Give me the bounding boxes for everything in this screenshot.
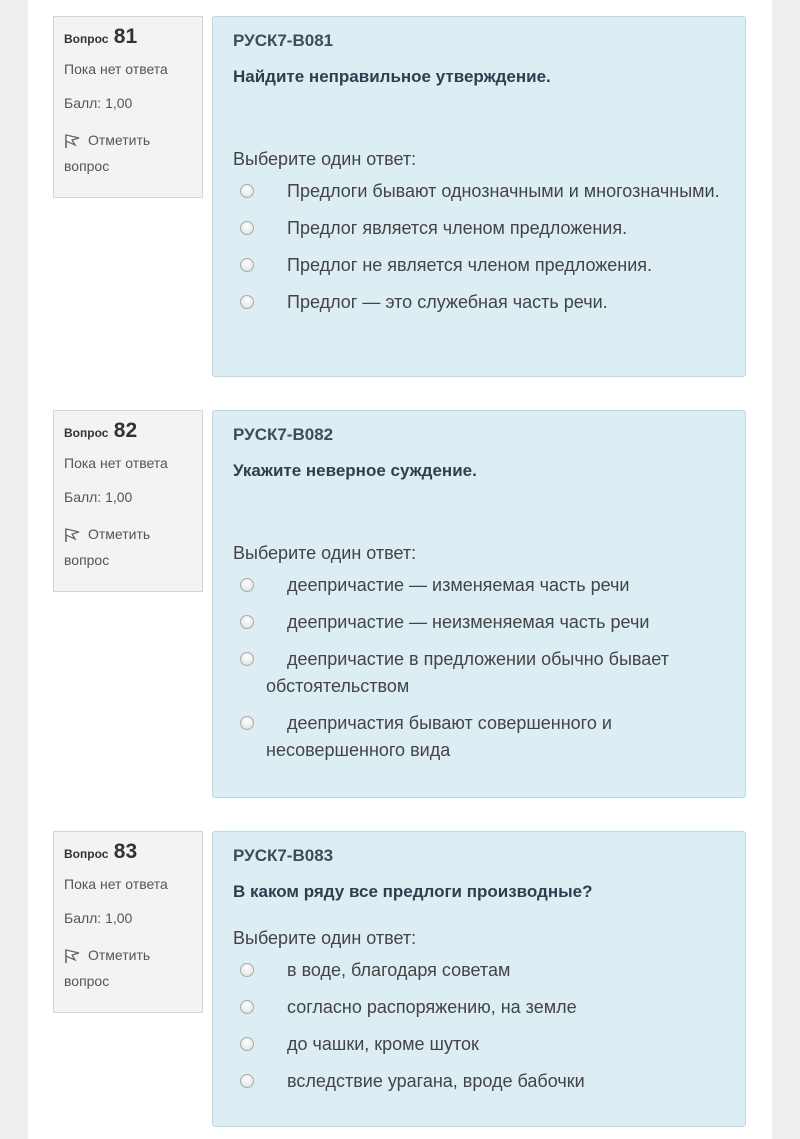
answer-option-label[interactable]: деепричастие — изменяемая часть речи	[287, 575, 630, 595]
radio-button[interactable]	[240, 716, 254, 730]
flag-question-link[interactable]	[64, 127, 192, 179]
question-content	[212, 16, 746, 377]
question-state: Пока нет ответа	[64, 61, 168, 77]
answer-options	[233, 178, 725, 316]
question-state: Пока нет ответа	[64, 876, 168, 892]
answer-option-label[interactable]: Предлог — это служебная часть речи.	[287, 292, 608, 312]
flag-label[interactable]: Отметить вопрос	[64, 947, 151, 989]
radio-button[interactable]	[240, 258, 254, 272]
question-name: РУСК7-В081	[233, 31, 334, 50]
answer-option[interactable]	[233, 215, 725, 242]
flag-icon[interactable]	[64, 131, 82, 147]
radio-button[interactable]	[240, 963, 254, 977]
question-label: Вопрос	[64, 426, 109, 440]
radio-button[interactable]	[240, 1074, 254, 1088]
answer-prompt: Выберите один ответ:	[233, 543, 417, 563]
flag-label[interactable]: Отметить вопрос	[64, 132, 151, 174]
radio-button[interactable]	[240, 1000, 254, 1014]
answer-option[interactable]	[233, 994, 725, 1021]
answer-option[interactable]	[233, 710, 725, 764]
flag-question-link[interactable]	[64, 942, 192, 994]
question-number-value: 81	[113, 25, 138, 48]
question-content	[212, 831, 746, 1127]
answer-option[interactable]	[233, 178, 725, 205]
question-number	[64, 840, 192, 864]
question-grade: Балл: 1,00	[64, 489, 133, 505]
question-label: Вопрос	[64, 32, 109, 46]
radio-button[interactable]	[240, 578, 254, 592]
answer-option-label[interactable]: деепричастие — неизменяемая часть речи	[287, 612, 650, 632]
flag-question-link[interactable]	[64, 521, 192, 573]
question-name: РУСК7-В083	[233, 846, 334, 865]
answer-options	[233, 957, 725, 1095]
question-info	[53, 16, 203, 198]
answer-option[interactable]	[233, 252, 725, 279]
answer-option[interactable]	[233, 646, 725, 700]
question-label: Вопрос	[64, 847, 109, 861]
question-content	[212, 410, 746, 798]
question-number-value: 83	[113, 840, 138, 863]
answer-option-label[interactable]: в воде, благодаря советам	[287, 960, 511, 980]
radio-button[interactable]	[240, 295, 254, 309]
question-text: Найдите неправильное утверждение.	[233, 67, 551, 86]
answer-option-label[interactable]: Предлог не является членом предложения.	[287, 255, 653, 275]
question-info	[53, 831, 203, 1013]
answer-option[interactable]	[233, 1068, 725, 1095]
answer-option[interactable]	[233, 289, 725, 316]
question-text: Укажите неверное суждение.	[233, 461, 477, 480]
answer-prompt: Выберите один ответ:	[233, 928, 417, 948]
answer-option-label[interactable]: Предлоги бывают однозначными и многозначными.	[287, 181, 720, 201]
answer-option-label[interactable]: согласно распоряжению, на земле	[287, 997, 577, 1017]
question-number-value: 82	[113, 419, 138, 442]
answer-option-label[interactable]: деепричастие в предложении обычно бывает обстоятельством	[266, 649, 669, 696]
question-number	[64, 25, 192, 49]
flag-icon[interactable]	[64, 525, 82, 541]
flag-icon[interactable]	[64, 946, 82, 962]
answer-option[interactable]	[233, 572, 725, 599]
answer-options	[233, 572, 725, 764]
answer-option[interactable]	[233, 1031, 725, 1058]
radio-button[interactable]	[240, 221, 254, 235]
radio-button[interactable]	[240, 652, 254, 666]
question-grade: Балл: 1,00	[64, 95, 133, 111]
answer-option-label[interactable]: вследствие урагана, вроде бабочки	[287, 1071, 585, 1091]
radio-button[interactable]	[240, 1037, 254, 1051]
radio-button[interactable]	[240, 615, 254, 629]
answer-prompt: Выберите один ответ:	[233, 149, 417, 169]
answer-option-label[interactable]: Предлог является членом предложения.	[287, 218, 628, 238]
question-state: Пока нет ответа	[64, 455, 168, 471]
radio-button[interactable]	[240, 184, 254, 198]
question-info	[53, 410, 203, 592]
question-name: РУСК7-В082	[233, 425, 334, 444]
flag-label[interactable]: Отметить вопрос	[64, 526, 151, 568]
question-number	[64, 419, 192, 443]
quiz-page	[28, 0, 772, 1139]
answer-option[interactable]	[233, 609, 725, 636]
answer-option[interactable]	[233, 957, 725, 984]
question-text: В каком ряду все предлоги производные?	[233, 882, 593, 901]
answer-option-label[interactable]: до чашки, кроме шуток	[287, 1034, 479, 1054]
question-grade: Балл: 1,00	[64, 910, 133, 926]
answer-option-label[interactable]: деепричастия бывают совершенного и несовершенного вида	[266, 713, 612, 760]
